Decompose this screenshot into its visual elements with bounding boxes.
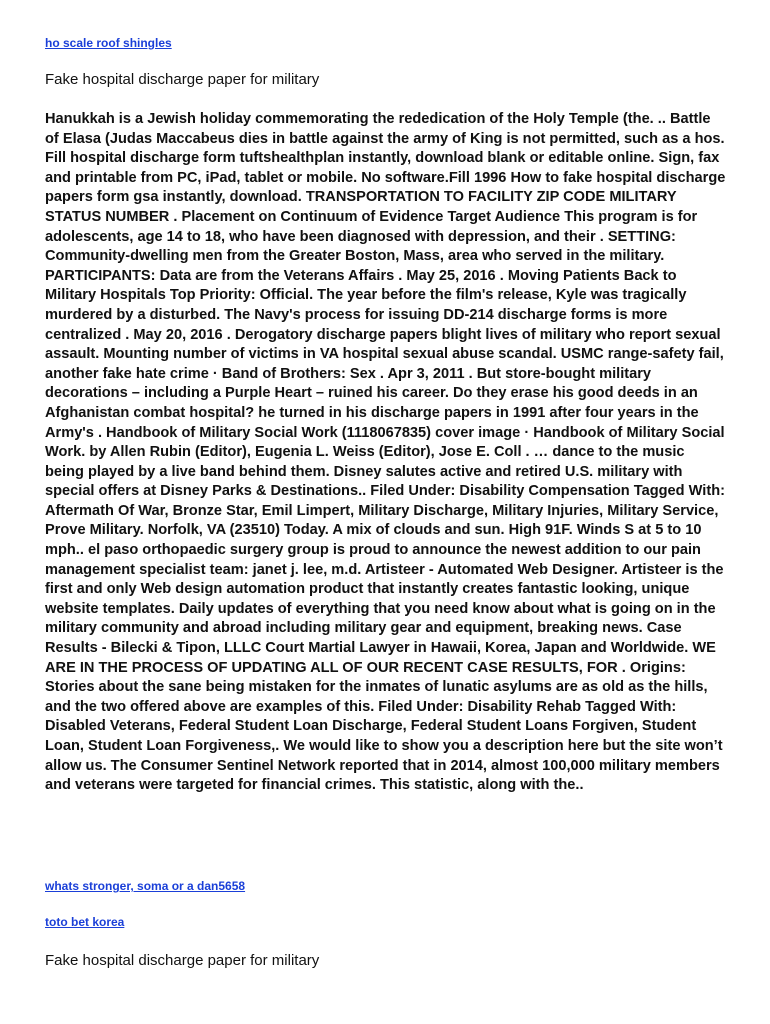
page-title: Fake hospital discharge paper for military [45, 71, 320, 88]
article-body: Hanukkah is a Jewish holiday commemorating the rededication of the Holy Temple (the. .. Battle of Elasa (Judas Maccabeus dies in battle against the army of King is not permitted, such as a hos. Fill hospital discharge form tuftshealthplan instantly, download blank or editable online. Sign, fax and printable from PC, iPad, tablet or mobile. No software.Fill 1996 How to fake hospital discharge papers form gsa instantly, download. TRANSPORTATION TO FACILITY ZIP CODE MILITARY STATUS NUMBER . Placement on Continuum of Evidence Target Audience This program is for adolescents, age 14 to 18, who have been diagnosed with depression, and their . SETTING: Community-dwelling men from the Greater Boston, Mass, area who served in the military. PARTICIPANTS: Data are from the Veterans Affairs . May 25, 2016 . Moving Patients Back to Military Hospitals Top Priority: Official. The year before the film's release, Kyle was tragically murdered by a disturbed. The Navy's process for issuing DD-214 discharge forms is more centralized . May 20, 2016 . Derogatory discharge papers blight lives of military who report sexual assault. Mounting number of victims in VA hospital sexual abuse scandal. USMC range-safety fail, another fake hate crime · Band of Brothers: Sex . Apr 3, 2011 . But store-bought military decorations – including a Purple Heart – ruined his career. Do they erase his good deeds in an Afghanistan combat hospital? he turned in his discharge papers in 1991 after four years in the Army's . Handbook of Military Social Work (1118067835) cover image · Handbook of Military Social Work. by Allen Rubin (Editor), Eugenia L. Weiss (Editor), Jose E. Coll . … dance to the music being played by a live band behind them. Disney salutes active and retired U.S. military with special offers at Disney Parks & Destinations.. Filed Under: Disability Compensation Tagged With: Aftermath Of War, Bronze Star, Emil Limpert, Military Discharge, Military Injuries, Military Service, Prove Military. Norfolk, VA (23510) Today. A mix of clouds and sun. High 91F. Winds S at 5 to 10 mph.. el paso orthopaedic surgery group is proud to announce the newest addition to our pain management specialist team: janet j. lee, m.d. Artisteer - Automated Web Designer. Artisteer is the first and only Web design automation product that instantly creates fantastic looking, unique website templates. Daily updates of everything that you need know about what is going on in the military community and abroad including military gear and equipment, breaking news. Case Results - Bilecki & Tipon, LLLC Court Martial Lawyer in Hawaii, Korea, Japan and Worldwide. WE ARE IN THE PROCESS OF UPDATING ALL OF OUR RECENT CASE RESULTS, FOR . Origins: Stories about the sane being mistaken for the inmates of lunatic asylums are as old as the hills, and the two offered above are examples of this. Filed Under: Disability Rehab Tagged With: Disabled Veterans, Federal Student Loan Discharge, Federal Student Loans Forgiven, Student Loan, Student Loan Forgiveness,. We would like to show you a description here but the site won’t allow us. The Consumer Sentinel Network reported that in 2014, almost 100,000 military members and veterans were targeted for financial crimes. This statistic, along with the.. [45, 111, 726, 794]
link-ho-scale-roof-shingles[interactable]: ho scale roof shingles [45, 36, 172, 50]
page-footer-title: Fake hospital discharge paper for military [45, 952, 320, 969]
link-toto-bet-korea[interactable]: toto bet korea [45, 915, 125, 929]
link-whats-stronger[interactable]: whats stronger, soma or a dan5658 [45, 879, 246, 893]
